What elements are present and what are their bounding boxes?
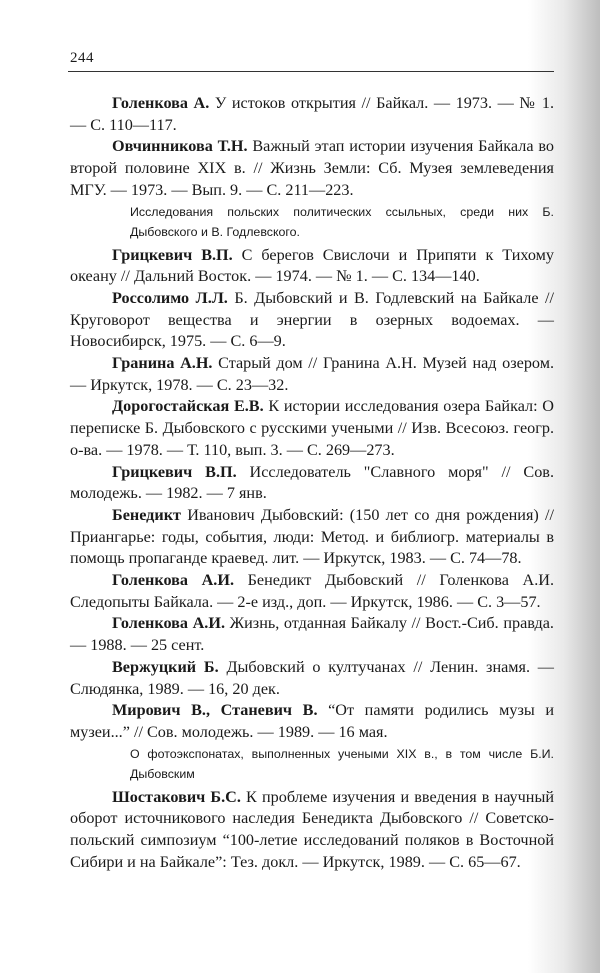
entry-author: Овчинникова Т.Н. xyxy=(112,137,248,156)
entry-author: Голенкова А. xyxy=(112,94,210,112)
entry-text: Б. Дыбовский и В. Годлевский на Байкале // Круговорот вещества и энергии в озерных водоемах. — Новосибирск, 1975. — С. 6—9. xyxy=(70,288,554,351)
entry-author: Россолимо Л.Л. xyxy=(112,288,228,307)
entry-text: Дыбовский о култучанах // Ленин. знамя. — Слюдянка, 1989. — 16, 20 дек. xyxy=(70,657,554,698)
entry-text: К истории исследования озера Байкал: О переписке Б. Дыбовского с русскими учеными // Изв. Всесоюз. геогр. о-ва. — 1978. — Т. 110, вып. 3. — С. 269—273. xyxy=(70,397,554,459)
bibliography-entry xyxy=(70,136,554,201)
bibliography-entry xyxy=(70,353,554,396)
header-rule xyxy=(68,71,554,72)
bibliography-entry xyxy=(70,93,554,136)
bibliography-entry xyxy=(70,396,554,461)
bibliography-entry xyxy=(70,787,554,874)
bibliography-entry xyxy=(70,462,554,505)
entry-text: “От памяти родились музы и музеи...” // Сов. молодежь. — 1989. — 16 мая. xyxy=(70,701,554,741)
entry-annotation: Исследования польских политических ссыльных, среди них Б. Дыбовского и В. Годлевского. xyxy=(130,204,554,240)
entry-author: Бенедикт xyxy=(112,505,181,524)
entry-author: Шостакович Б.С. xyxy=(112,787,241,806)
bibliography-entry xyxy=(70,700,554,743)
entry-text: Исследователь "Славного моря" // Сов. молодежь. — 1982. — 7 янв. xyxy=(70,462,554,503)
bibliography-list xyxy=(70,93,554,874)
entry-author: Голенкова А.И. xyxy=(112,614,225,633)
entry-text: Старый дом // Гранина А.Н. Музей над озером. — Иркутск, 1978. — С. 23—32. xyxy=(70,354,554,394)
entry-text: Важный этап истории изучения Байкала во второй половине XIX в. // Жизнь Земли: Сб. Музея землеведения МГУ. — 1973. — Вып. 9. — С. 211—223. xyxy=(70,137,554,199)
bibliography-entry xyxy=(70,657,554,700)
entry-text: Бенедикт Дыбовский // Голенкова А.И. Следопыты Байкала. — 2-е изд., доп. — Иркутск, 1986. — С. 3—57. xyxy=(70,571,554,611)
entry-author: Грицкевич В.П. xyxy=(112,462,237,481)
entry-text: У истоков открытия // Байкал. — 1973. — № 1. — С. 110—117. xyxy=(70,94,554,134)
entry-author: Голенкова А.И. xyxy=(112,571,234,590)
entry-author: Вержуцкий Б. xyxy=(112,657,219,676)
entry-author: Дорогостайская Е.В. xyxy=(112,397,264,416)
bibliography-entry xyxy=(70,245,554,288)
entry-annotation: О фотоэкспонатах, выполненных учеными XIX в., в том числе Б.И. Дыбовским xyxy=(130,746,554,782)
page-number: 244 xyxy=(70,50,94,66)
entry-text: Иванович Дыбовский: (150 лет со дня рождения) // Приангарье: годы, события, люди: Метод. и библиогр. материалы в помощь пропаганде краевед. лит. — Иркутск, 1983. — С. 74—78. xyxy=(70,505,554,568)
entry-text: Жизнь, отданная Байкалу // Вост.-Сиб. правда. — 1988. — 25 сент. xyxy=(70,614,554,655)
bibliography-entry xyxy=(70,505,554,570)
bibliography-entry xyxy=(70,613,554,656)
entry-text: С берегов Свислочи и Припяти к Тихому океану // Дальний Восток. — 1974. — № 1. — С. 134—140. xyxy=(70,245,554,286)
entry-author: Гранина А.Н. xyxy=(112,354,213,373)
entry-author: Мирович В., Станевич В. xyxy=(112,701,318,720)
bibliography-entry xyxy=(70,570,554,613)
entry-text: К проблеме изучения и введения в научный оборот источникового наследия Бенедикта Дыбовского // Советско-польский симпозиум “100-летие исследований поляков в Восточной Сибири и на Байкале”: Тез. докл. — Иркутск, 1989. — С. 65—67. xyxy=(70,787,554,871)
bibliography-entry xyxy=(70,288,554,353)
entry-author: Грицкевич В.П. xyxy=(112,245,233,264)
